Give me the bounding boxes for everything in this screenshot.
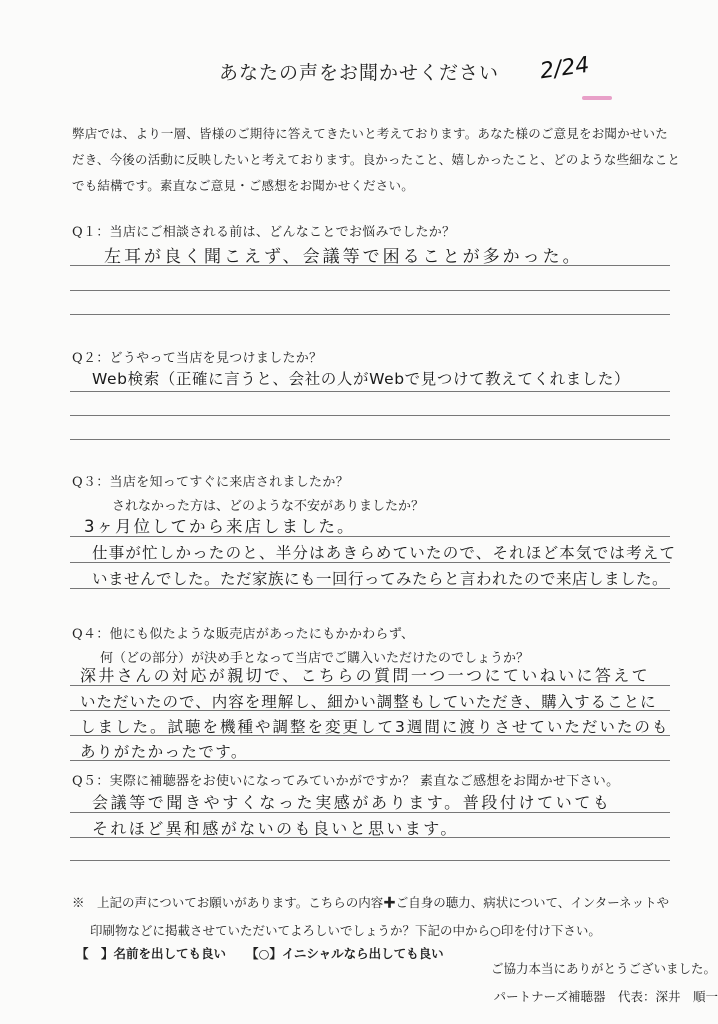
answer-rule [70, 760, 670, 761]
q4-answer-line: いただいたので、内容を理解し、細かい調整もしていただき、購入することに [80, 693, 657, 711]
answer-rule [70, 314, 670, 315]
q2-label: Q２：どうやって当店を見つけましたか？ [72, 351, 323, 366]
form-title: あなたの声をお聞かせください [218, 62, 499, 84]
intro-line: 弊店では、より一層、皆様のご期待に答えてきたいと考えております。あなた様のご意見をお聞かせいた [72, 126, 668, 141]
answer-rule [70, 860, 670, 861]
q2-answer-line: Web検索（正確に言うと、会社の人がWebで見つけて教えてくれました） [92, 370, 631, 388]
q4-answer-line: ありがたかったです。 [80, 743, 248, 761]
answer-rule [70, 265, 670, 266]
note-line: ※ 上記の声についてお願いがあります。こちらの内容✚ご自身の聴力、病状について、インターネットや [72, 895, 670, 910]
option-initial-ok[interactable]: 【○】イニシャルなら出しても良い [246, 946, 444, 961]
handwritten-date: 2/24 [538, 52, 591, 85]
q3-answer-line: 3ヶ月位してから来店しました。 [84, 517, 356, 536]
publication-note [72, 889, 712, 945]
answer-rule [70, 685, 670, 686]
q5-answer-line: それほど異和感がないのも良いと思います。 [92, 819, 459, 838]
q4-sub-label: 何（どの部分）が決め手となって当店でご購入いただけたのでしょうか？ [100, 651, 530, 666]
pink-highlight-mark [582, 96, 612, 100]
q4-label: Q４：他にも似たような販売店があったにもかかわらず、 [72, 627, 415, 642]
intro-text [72, 121, 702, 199]
thanks-text: ご協力本当にありがとうございました。 [490, 961, 716, 976]
answer-rule [70, 439, 670, 440]
q1-label: Q１：当店にご相談される前は、どんなことでお悩みでしたか？ [72, 225, 456, 240]
answer-rule [70, 837, 670, 838]
option-name-ok[interactable]: 【 】名前を出しても良い [76, 946, 227, 961]
answer-rule [70, 290, 670, 291]
note-line: 印刷物などに掲載させていただいてよろしいでしょうか？下記の中から○印を付け下さい。 [90, 923, 601, 938]
q4-answer-line: しました。試聴を機種や調整を変更して3週間に渡りさせていただいたのも [80, 718, 670, 736]
answer-rule [70, 812, 670, 813]
q4-answer-line: 深井さんの対応が親切で、こちらの質問一つ一つにていねいに答えて [80, 666, 651, 685]
q1-answer-line: 左耳が良く聞こえず、会議等で困ることが多かった。 [104, 247, 583, 267]
q3-sub-label: されなかった方は、どのような不安がありましたか？ [112, 499, 425, 514]
company-signature: パートナーズ補聴器 代表：深井 順一 [493, 989, 718, 1004]
answer-rule [70, 588, 670, 589]
answer-rule [70, 562, 670, 563]
answer-rule [70, 391, 670, 392]
q3-label: Q３：当店を知ってすぐに来店されましたか？ [72, 475, 349, 490]
intro-line: でも結構です。素直なご意見・ご感想をお聞かせください。 [72, 178, 414, 193]
q5-label: Q５：実際に補聴器をお使いになってみていかがですか？ 素直なご感想をお聞かせ下さい。 [72, 774, 620, 789]
answer-rule [70, 415, 670, 416]
q3-answer-line: 仕事が忙しかったのと、半分はあきらめていたので、それほど本気では考えて [92, 544, 677, 562]
q3-answer-line: いませんでした。ただ家族にも一回行ってみたらと言われたので来店しました。 [92, 570, 669, 588]
intro-line: だき、今後の活動に反映したいと考えております。良かったこと、嬉しかったこと、どのような些細なこと [72, 152, 681, 167]
answer-rule [70, 536, 670, 537]
q5-answer-line: 会議等で聞きやすくなった実感があります。普段付けていても [92, 793, 612, 812]
answer-rule [70, 710, 670, 711]
answer-rule [70, 735, 670, 736]
